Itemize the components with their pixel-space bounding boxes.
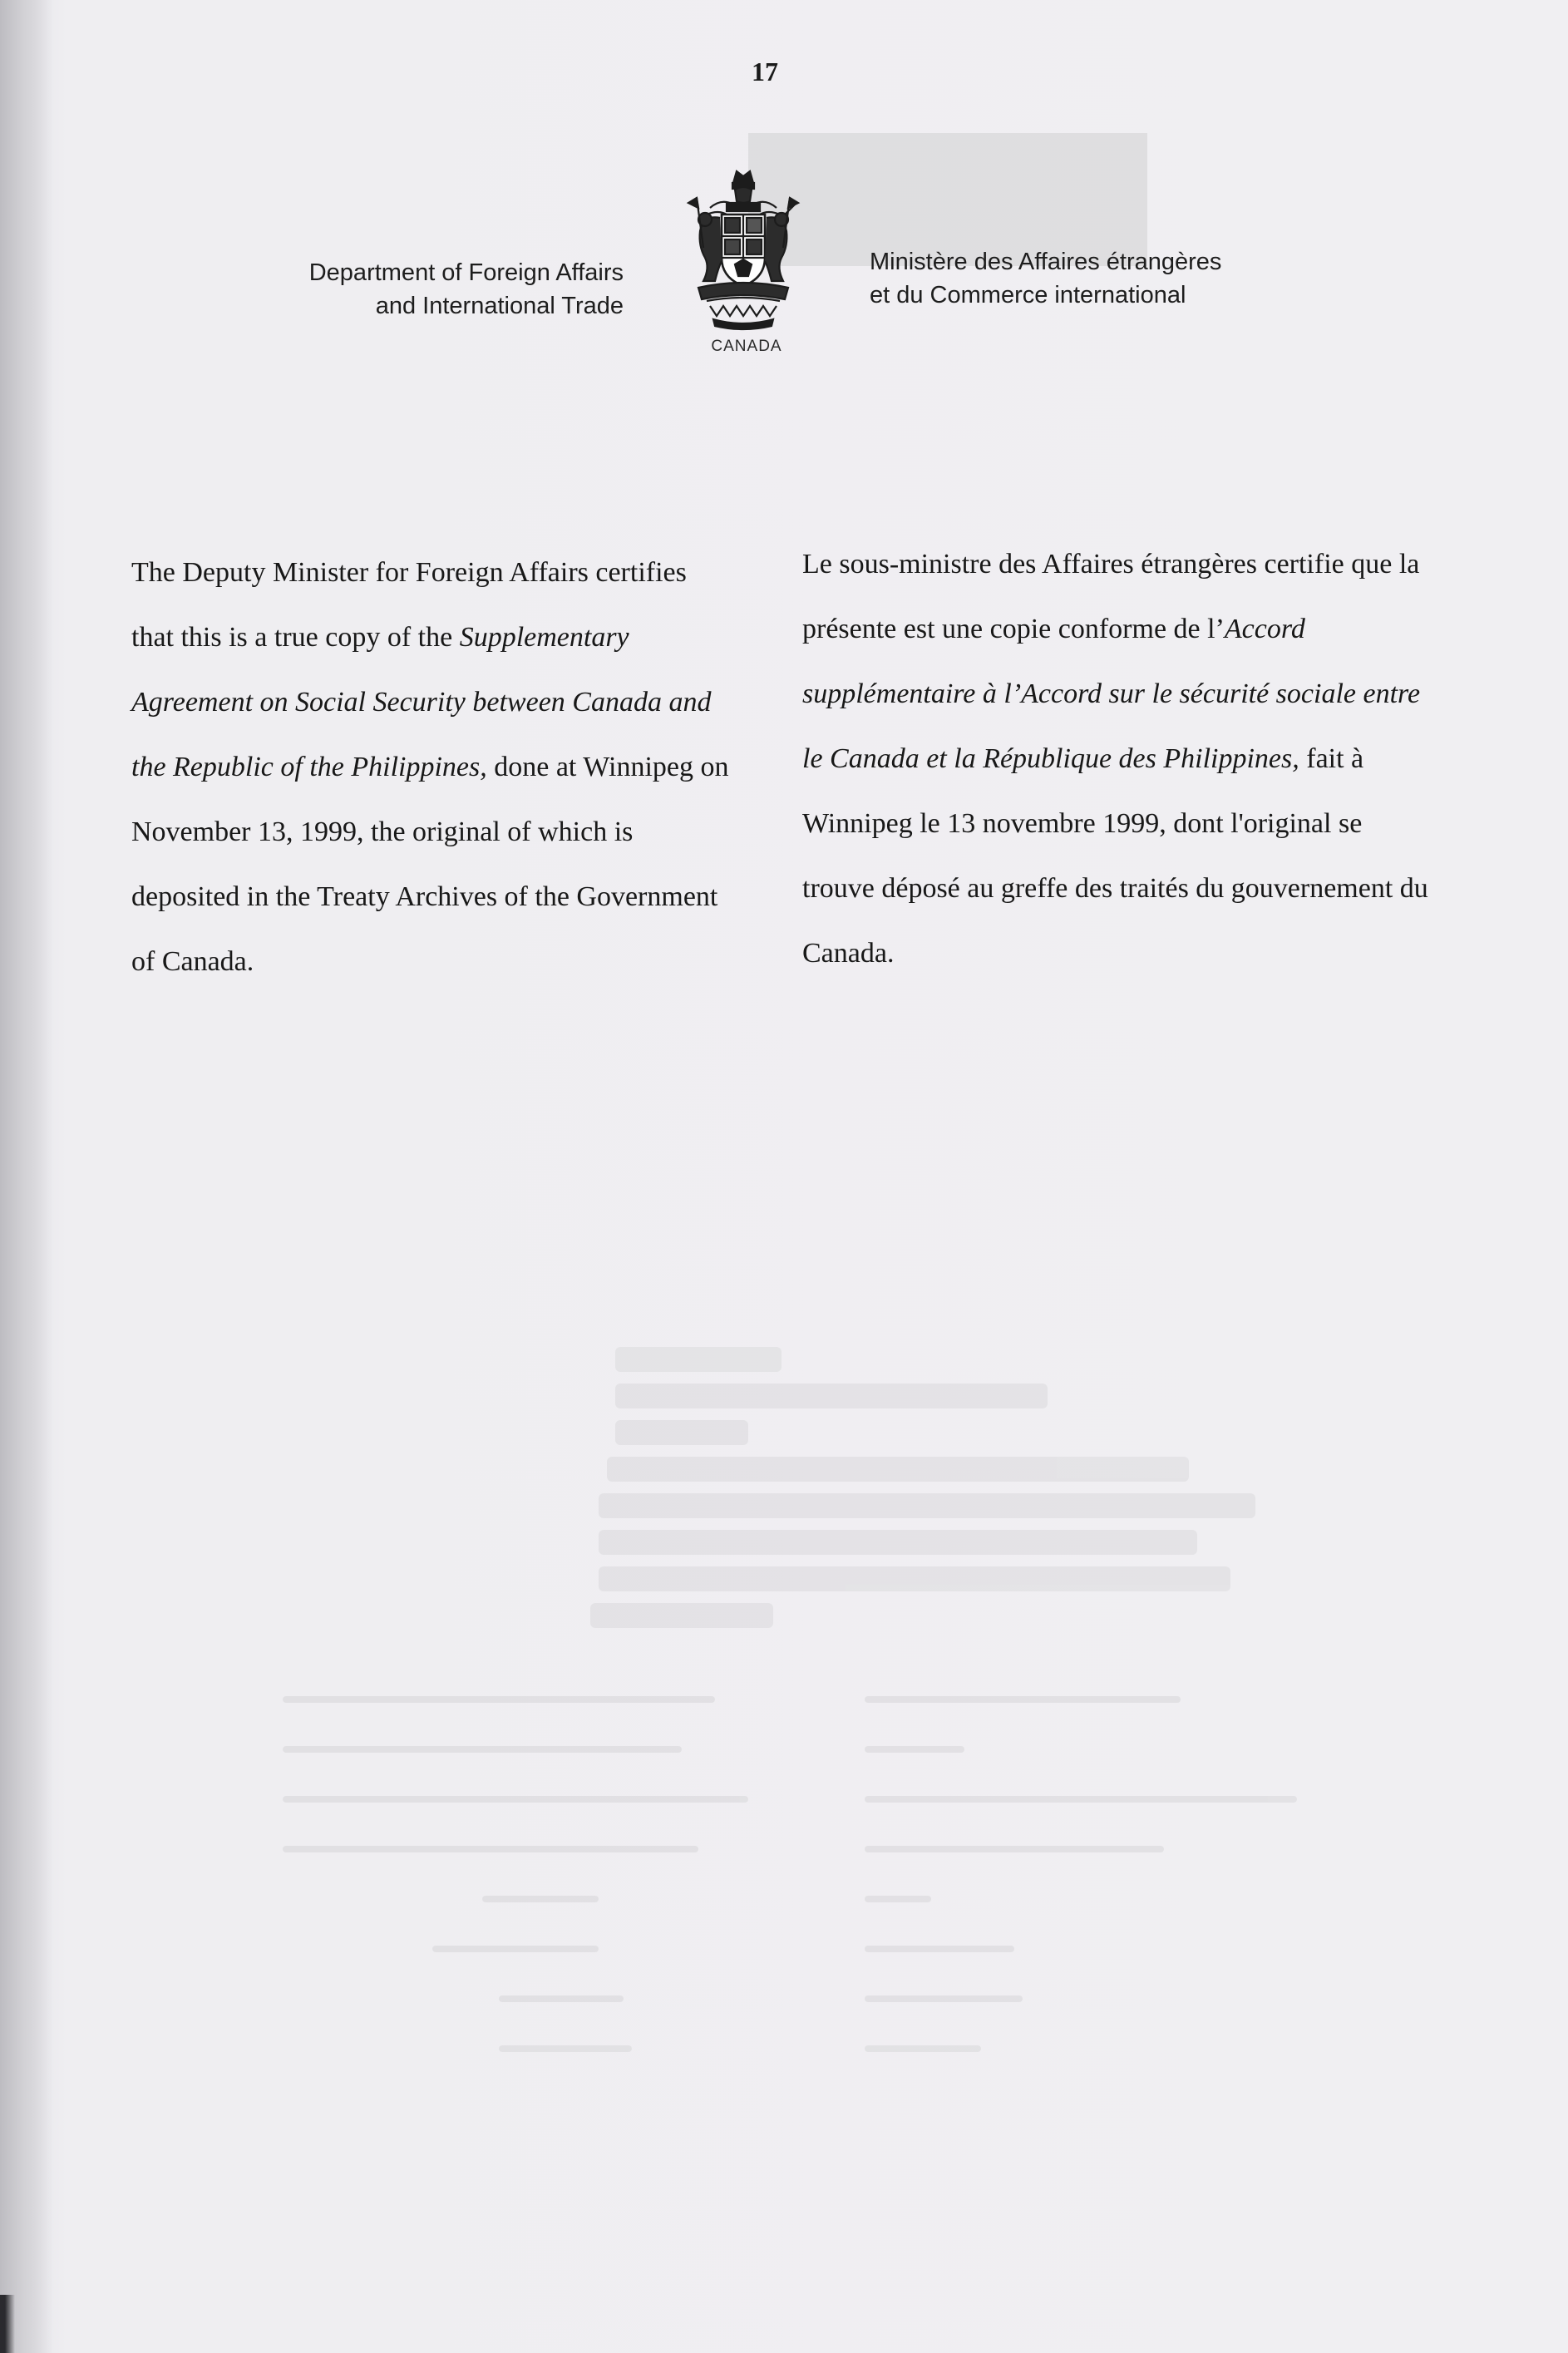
coat-of-arms-of-canada-icon <box>685 165 801 331</box>
certification-english-text <box>131 540 730 994</box>
department-name-french <box>870 245 1368 312</box>
page-binding-shadow <box>0 0 53 2353</box>
page-bottom-corner <box>0 2295 58 2353</box>
certification-english <box>131 540 730 994</box>
ministere-line-1: Ministère des Affaires étrangères <box>870 249 1222 275</box>
english-agreement-title: Supplementary Agreement on Social Security between Canada and the Republic of the Philippines, <box>131 622 712 782</box>
french-agreement-title: Accord supplémentaire à l’Accord sur le sécurité sociale entre le Canada et la République des Philippines, <box>802 614 1421 774</box>
french-intro: Le sous-ministre des Affaires étrangères certifie que la présente est une copie conforme de l’ <box>802 549 1420 644</box>
french-rest: fait à Winnipeg le 13 novembre 1999, dont l'original se trouve déposé au greffe des traités du gouvernement du Canada. <box>802 743 1428 969</box>
english-intro: The Deputy Minister for Foreign Affairs certifies that this is a true copy of the <box>131 557 687 653</box>
page-number: 17 <box>752 57 778 86</box>
ministere-line-2: et du Commerce international <box>870 282 1186 308</box>
department-name-english <box>208 256 624 323</box>
department-line-1: Department of Foreign Affairs <box>308 259 624 286</box>
department-line-2: and International Trade <box>375 293 624 319</box>
bleed-through-catalogue-lines <box>183 1680 1380 2079</box>
english-rest: done at Winnipeg on November 13, 1999, the original of which is deposited in the Treaty Archives of the Government of Canada. <box>131 752 729 977</box>
certification-french-text <box>802 532 1434 986</box>
certification-french <box>802 532 1434 986</box>
emblem-caption: CANADA <box>711 338 782 355</box>
bleed-through-text <box>582 1314 1397 1929</box>
